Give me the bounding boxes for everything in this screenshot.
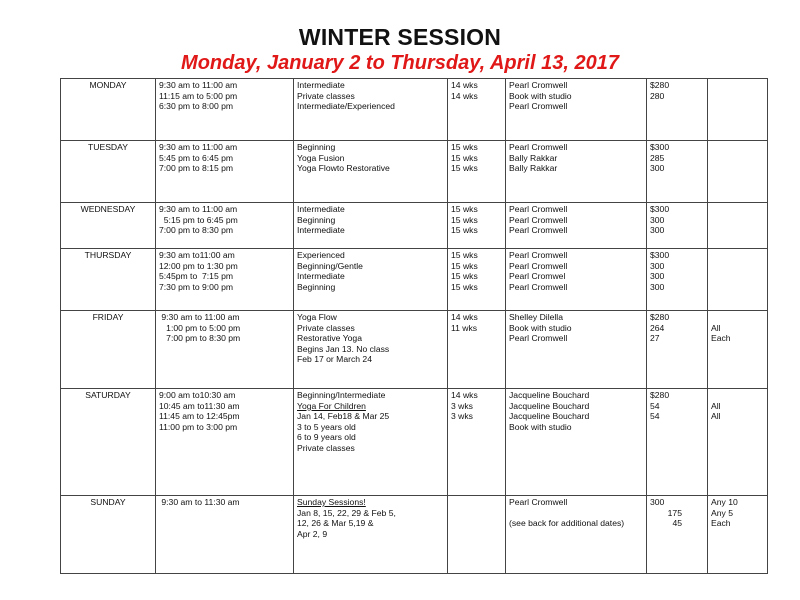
class-line: Beginning <box>297 281 336 292</box>
day-cell <box>61 141 156 203</box>
class-line: Private classes <box>297 322 355 333</box>
instructor-line: Book with studio <box>509 322 572 333</box>
class-line: Feb 17 or March 24 <box>297 354 372 365</box>
class-cell <box>294 311 448 389</box>
weeks-line: 3 wks <box>451 411 473 422</box>
time-line: 5:15 pm to 6:45 pm <box>159 214 238 225</box>
price-cell <box>647 141 708 203</box>
weeks-line: 3 wks <box>451 400 473 411</box>
class-line: 6 to 9 years old <box>297 432 356 443</box>
class-line: Begins Jan 13. No class <box>297 343 390 354</box>
time-line: 7:00 pm to 8:30 pm <box>159 225 234 236</box>
time-cell <box>156 203 294 249</box>
note-line: Each <box>711 333 731 344</box>
class-line: Intermediate <box>297 225 345 236</box>
class-line: Yoga For Children <box>297 400 366 411</box>
time-cell <box>156 311 294 389</box>
class-cell <box>294 496 448 574</box>
instructor-line: Pearl Cromwell <box>509 101 568 112</box>
class-line: Intermediate/Experienced <box>297 101 395 112</box>
day-label: SUNDAY <box>90 497 126 507</box>
weeks-line: 11 wks <box>451 322 478 333</box>
price-line: $300 <box>650 204 670 214</box>
instructor-cell <box>506 496 647 574</box>
instructor-line: Pearl Cromwell <box>509 80 568 90</box>
instructor-line: Pearl Cromwell <box>509 333 568 344</box>
class-line: Yoga Fusion <box>297 152 345 163</box>
class-line: Private classes <box>297 90 355 101</box>
price-line: 300 <box>650 497 665 507</box>
weeks-cell <box>448 249 506 311</box>
weeks-line: 15 wks <box>451 250 478 260</box>
weeks-cell <box>448 203 506 249</box>
class-line: Restorative Yoga <box>297 333 362 344</box>
page-title: WINTER SESSION <box>298 24 502 50</box>
schedule-table <box>60 78 768 574</box>
class-cell <box>294 389 448 496</box>
time-cell <box>156 79 294 141</box>
note-cell <box>708 496 768 574</box>
time-line: 10:45 am to11:30 am <box>159 400 240 411</box>
weeks-line: 15 wks <box>451 281 478 292</box>
instructor-cell <box>506 141 647 203</box>
time-line: 11:15 am to 5:00 pm <box>159 90 238 101</box>
weeks-cell <box>448 311 506 389</box>
class-line: Yoga Flowto Restorative <box>297 163 390 174</box>
price-cell <box>647 79 708 141</box>
weeks-line: 15 wks <box>451 204 478 214</box>
class-line: Jan 8, 15, 22, 29 & Feb 5, <box>297 507 396 518</box>
weeks-line: 15 wks <box>451 260 478 271</box>
class-line: Experienced <box>297 250 345 260</box>
weeks-line: 14 wks <box>451 312 478 322</box>
day-cell <box>61 311 156 389</box>
day-label: SATURDAY <box>85 390 131 400</box>
price-line: 280 <box>650 90 665 101</box>
instructor-line: Book with studio <box>509 421 572 432</box>
note-line: All <box>711 411 721 422</box>
price-line: 264 <box>650 322 665 333</box>
note-line: Each <box>711 518 731 529</box>
price-line <box>650 101 704 112</box>
class-line: Beginning/Intermediate <box>297 390 386 400</box>
class-cell <box>294 141 448 203</box>
instructor-line: Shelley Dilella <box>509 312 563 322</box>
time-line: 5:45pm to 7:15 pm <box>159 271 234 282</box>
price-line: $300 <box>650 250 670 260</box>
time-line: 9:00 am to10:30 am <box>159 390 236 400</box>
day-label: THURSDAY <box>84 250 132 260</box>
price-line: 300 <box>650 225 665 236</box>
day-cell <box>61 389 156 496</box>
price-line: 175 <box>667 507 682 518</box>
weeks-line: 15 wks <box>451 142 478 152</box>
instructor-line: Pearl Cromwell <box>509 225 568 236</box>
class-line: Intermediate <box>297 204 345 214</box>
weeks-line: 14 wks <box>451 80 478 90</box>
class-line: 12, 26 & Mar 5,19 & <box>297 518 374 529</box>
price-line: 300 <box>650 163 665 174</box>
time-line: 9:30 am to 11:00 am <box>159 80 238 90</box>
time-line: 12:00 pm to 1:30 pm <box>159 260 238 271</box>
schedule-row <box>61 496 768 574</box>
time-line: 6:30 pm to 8:00 pm <box>159 101 234 112</box>
class-line: Beginning <box>297 142 336 152</box>
instructor-line: Pearl Cromwell <box>509 142 568 152</box>
note-cell <box>708 249 768 311</box>
class-line: Sunday Sessions! <box>297 497 366 507</box>
class-line: Apr 2, 9 <box>297 528 328 539</box>
price-cell <box>647 311 708 389</box>
schedule-row <box>61 141 768 203</box>
price-cell <box>647 249 708 311</box>
time-line: 9:30 am to 11:00 am <box>159 142 238 152</box>
instructor-cell <box>506 389 647 496</box>
price-line: 285 <box>650 152 665 163</box>
instructor-line: Pearl Cromwell <box>509 214 568 225</box>
time-line: 7:00 pm to 8:15 pm <box>159 163 234 174</box>
price-line: 27 <box>650 333 660 344</box>
instructor-line: Pearl Cromwel <box>509 271 566 282</box>
time-line: 9:30 am to 11:00 am <box>159 204 238 214</box>
class-cell <box>294 203 448 249</box>
instructor-cell <box>506 249 647 311</box>
weeks-line: 15 wks <box>451 152 478 163</box>
weeks-cell <box>448 141 506 203</box>
price-line: $300 <box>650 142 670 152</box>
instructor-line <box>509 508 643 519</box>
instructor-line: Bally Rakkar <box>509 152 558 163</box>
time-line: 7:30 pm to 9:00 pm <box>159 281 234 292</box>
instructor-line: Pearl Cromwell <box>509 204 568 214</box>
price-line: $280 <box>650 390 670 400</box>
note-line: Any 10 <box>711 497 738 507</box>
weeks-line: 15 wks <box>451 225 478 236</box>
price-line: 300 <box>650 260 665 271</box>
schedule-row <box>61 203 768 249</box>
weeks-line: 15 wks <box>451 271 478 282</box>
class-line: Beginning <box>297 214 336 225</box>
price-line: 300 <box>650 271 665 282</box>
time-line: 7:00 pm to 8:30 pm <box>159 333 241 344</box>
note-cell <box>708 79 768 141</box>
instructor-line: (see back for additional dates) <box>509 518 625 529</box>
day-cell <box>61 249 156 311</box>
instructor-line: Book with studio <box>509 90 572 101</box>
price-cell <box>647 203 708 249</box>
class-line: Intermediate <box>297 271 345 282</box>
time-line: 11:45 am to 12:45pm <box>159 411 240 422</box>
note-line <box>711 390 764 401</box>
instructor-line: Pearl Cromwell <box>509 260 568 271</box>
weeks-line: 14 wks <box>451 390 478 400</box>
note-line: All <box>711 400 721 411</box>
class-cell <box>294 79 448 141</box>
class-line: 3 to 5 years old <box>297 421 356 432</box>
weeks-line: 14 wks <box>451 90 478 101</box>
instructor-line: Pearl Cromwell <box>509 250 568 260</box>
price-line: $280 <box>650 312 670 322</box>
time-cell <box>156 496 294 574</box>
instructor-cell <box>506 79 647 141</box>
weeks-line <box>451 101 502 112</box>
weeks-cell <box>448 496 506 574</box>
weeks-cell <box>448 389 506 496</box>
weeks-cell <box>448 79 506 141</box>
day-label: TUESDAY <box>88 142 128 152</box>
class-line: Private classes <box>297 442 355 453</box>
note-line <box>711 312 764 323</box>
note-line: All <box>711 322 721 333</box>
day-label: FRIDAY <box>92 312 124 322</box>
day-label: WEDNESDAY <box>80 204 136 214</box>
class-line: Yoga Flow <box>297 312 337 322</box>
time-line: 9:30 am to 11:00 am <box>159 312 240 322</box>
note-line: Any 5 <box>711 507 733 518</box>
class-line: Intermediate <box>297 80 345 90</box>
schedule-row <box>61 79 768 141</box>
day-label: MONDAY <box>89 80 127 90</box>
instructor-cell <box>506 203 647 249</box>
note-cell <box>708 141 768 203</box>
price-line: $280 <box>650 80 670 90</box>
time-cell <box>156 141 294 203</box>
time-line: 11:00 pm to 3:00 pm <box>159 421 238 432</box>
day-cell <box>61 79 156 141</box>
note-cell <box>708 389 768 496</box>
time-cell <box>156 389 294 496</box>
time-line: 9:30 am to 11:30 am <box>159 497 240 507</box>
class-line: Beginning/Gentle <box>297 260 363 271</box>
time-cell <box>156 249 294 311</box>
instructor-line: Jacqueline Bouchard <box>509 390 590 400</box>
instructor-cell <box>506 311 647 389</box>
time-line: 5:45 pm to 6:45 pm <box>159 152 234 163</box>
instructor-line: Pearl Cromwell <box>509 281 568 292</box>
price-line: 300 <box>650 214 665 225</box>
class-line: Jan 14, Feb18 & Mar 25 <box>297 411 390 422</box>
day-cell <box>61 496 156 574</box>
instructor-line: Bally Rakkar <box>509 163 558 174</box>
instructor-line: Jacqueline Bouchard <box>509 411 590 422</box>
schedule-row <box>61 249 768 311</box>
instructor-line: Jacqueline Bouchard <box>509 400 590 411</box>
price-line: 300 <box>650 281 665 292</box>
day-cell <box>61 203 156 249</box>
time-line: 9:30 am to11:00 am <box>159 250 235 260</box>
instructor-line: Pearl Cromwell <box>509 497 568 507</box>
price-cell <box>647 389 708 496</box>
price-cell <box>647 496 708 574</box>
price-line: 54 <box>650 400 660 411</box>
note-cell <box>708 311 768 389</box>
price-line: 45 <box>672 518 682 529</box>
note-cell <box>708 203 768 249</box>
weeks-line: 15 wks <box>451 163 478 174</box>
price-line: 54 <box>650 411 660 422</box>
schedule-row <box>61 389 768 496</box>
time-line: 1:00 pm to 5:00 pm <box>159 322 241 333</box>
schedule-row <box>61 311 768 389</box>
session-dates: Monday, January 2 to Thursday, April 13, 2017 <box>181 52 619 74</box>
class-cell <box>294 249 448 311</box>
weeks-line: 15 wks <box>451 214 478 225</box>
